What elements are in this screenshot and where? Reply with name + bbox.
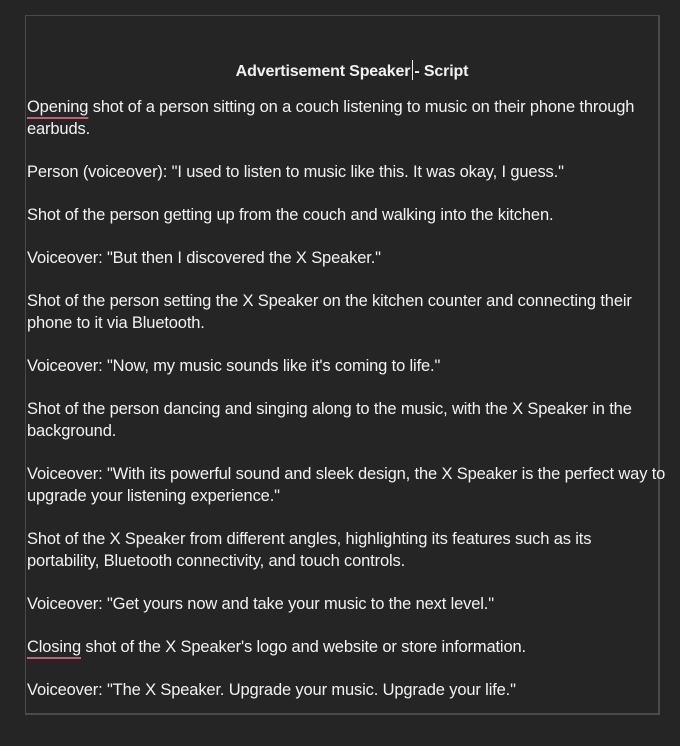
title-text-part1: Advertisement Speaker (235, 63, 411, 80)
paragraph-angles-shot[interactable]: Shot of the X Speaker from different angles, highlighting its features such as its portability, Bluetooth connectivity, and touch controls. (27, 530, 592, 570)
paragraph-kitchen-shot[interactable]: Shot of the person getting up from the couch and walking into the kitchen. (27, 206, 554, 224)
paragraph-voiceover-powerful-sound[interactable]: Voiceover: "With its powerful sound and sleek design, the X Speaker is the perfect way to upgrade your listening experience." (27, 465, 666, 505)
spellcheck-flagged-word[interactable]: Opening (27, 98, 89, 116)
paragraph-final-voiceover[interactable]: Voiceover: "The X Speaker. Upgrade your music. Upgrade your life." (27, 681, 516, 699)
document-title[interactable] (27, 60, 667, 84)
paragraph-closing-shot[interactable]: Closing shot of the X Speaker's logo and website or store information. (27, 638, 526, 656)
paragraph-opening-shot[interactable]: Opening shot of a person sitting on a couch listening to music on their phone through earbuds. (27, 98, 635, 138)
paragraph-voiceover-discovered[interactable]: Voiceover: "But then I discovered the X Speaker." (27, 249, 381, 267)
paragraph-dancing-shot[interactable]: Shot of the person dancing and singing along to the music, with the X Speaker in the background. (27, 400, 632, 440)
paragraph-voiceover-coming-to-life[interactable]: Voiceover: "Now, my music sounds like it's coming to life." (27, 357, 441, 375)
title-text-part2: - Script (414, 63, 469, 80)
paragraph-voiceover-next-level[interactable]: Voiceover: "Get yours now and take your music to the next level." (27, 595, 494, 613)
paragraph-counter-shot[interactable]: Shot of the person setting the X Speaker on the kitchen counter and connecting their phone to it via Bluetooth. (27, 292, 632, 332)
spellcheck-flagged-word[interactable]: Closing (27, 638, 81, 656)
document-body[interactable] (27, 60, 667, 722)
paragraph-person-voiceover[interactable]: Person (voiceover): "I used to listen to music like this. It was okay, I guess." (27, 163, 564, 181)
